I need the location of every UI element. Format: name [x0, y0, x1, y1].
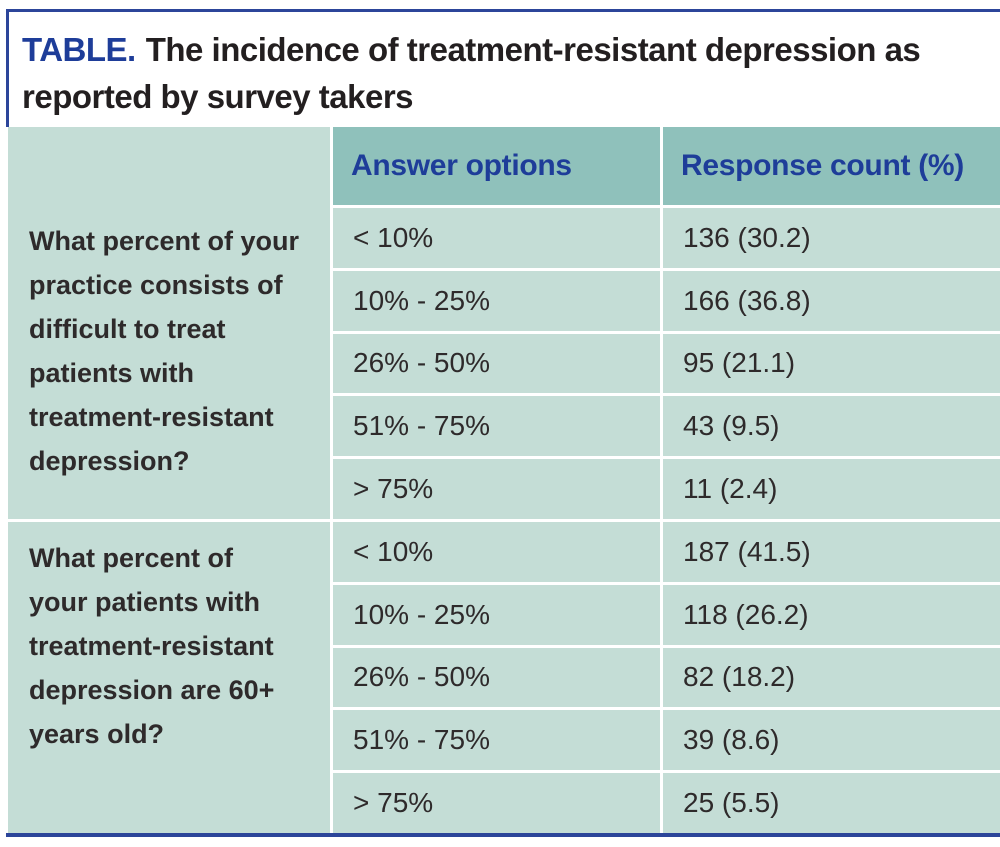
question-line: difficult to treat	[29, 314, 226, 344]
count-cell: 187 (41.5)	[663, 522, 1000, 582]
option-cell: 51% - 75%	[333, 710, 660, 770]
question-line: your patients with	[29, 586, 261, 617]
option-cell: 10% - 25%	[333, 585, 660, 645]
option-cell: < 10%	[333, 522, 660, 582]
count-cell: 82 (18.2)	[663, 648, 1000, 708]
question-line: What percent of your	[29, 226, 300, 256]
table-title-label: TABLE.	[22, 31, 136, 68]
top-border-rule	[6, 9, 1000, 12]
question-line: depression?	[29, 446, 190, 476]
option-cell: 51% - 75%	[333, 396, 660, 456]
option-cell: 10% - 25%	[333, 271, 660, 331]
survey-results-table	[8, 127, 1000, 833]
question-cell-patients-60-plus	[8, 522, 330, 833]
count-cell: 136 (30.2)	[663, 208, 1000, 268]
option-cell: 26% - 50%	[333, 334, 660, 394]
question-line: years old?	[29, 718, 165, 749]
option-cell: > 75%	[333, 459, 660, 519]
count-cell: 118 (26.2)	[663, 585, 1000, 645]
count-cell: 166 (36.8)	[663, 271, 1000, 331]
question-line: What percent of	[29, 542, 234, 573]
question-line: practice consists of	[29, 270, 283, 300]
option-cell: > 75%	[333, 773, 660, 833]
question-cell-practice-percent	[8, 127, 330, 519]
count-cell: 25 (5.5)	[663, 773, 1000, 833]
table-title-text: The incidence of treatment-resistant depression as reported by survey takers	[22, 31, 921, 115]
left-border-rule	[6, 9, 9, 127]
column-header-response-count: Response count (%)	[663, 127, 1000, 205]
question-line: depression are 60+	[29, 674, 275, 705]
count-cell: 43 (9.5)	[663, 396, 1000, 456]
table-title	[22, 26, 982, 120]
count-cell: 95 (21.1)	[663, 334, 1000, 394]
question-line: treatment-resistant	[29, 402, 274, 432]
bottom-border-rule	[6, 833, 1000, 837]
question-line: patients with	[29, 358, 195, 388]
column-header-answer-options: Answer options	[333, 127, 660, 205]
question-line: treatment-resistant	[29, 630, 274, 661]
option-cell: < 10%	[333, 208, 660, 268]
option-cell: 26% - 50%	[333, 648, 660, 708]
count-cell: 39 (8.6)	[663, 710, 1000, 770]
count-cell: 11 (2.4)	[663, 459, 1000, 519]
